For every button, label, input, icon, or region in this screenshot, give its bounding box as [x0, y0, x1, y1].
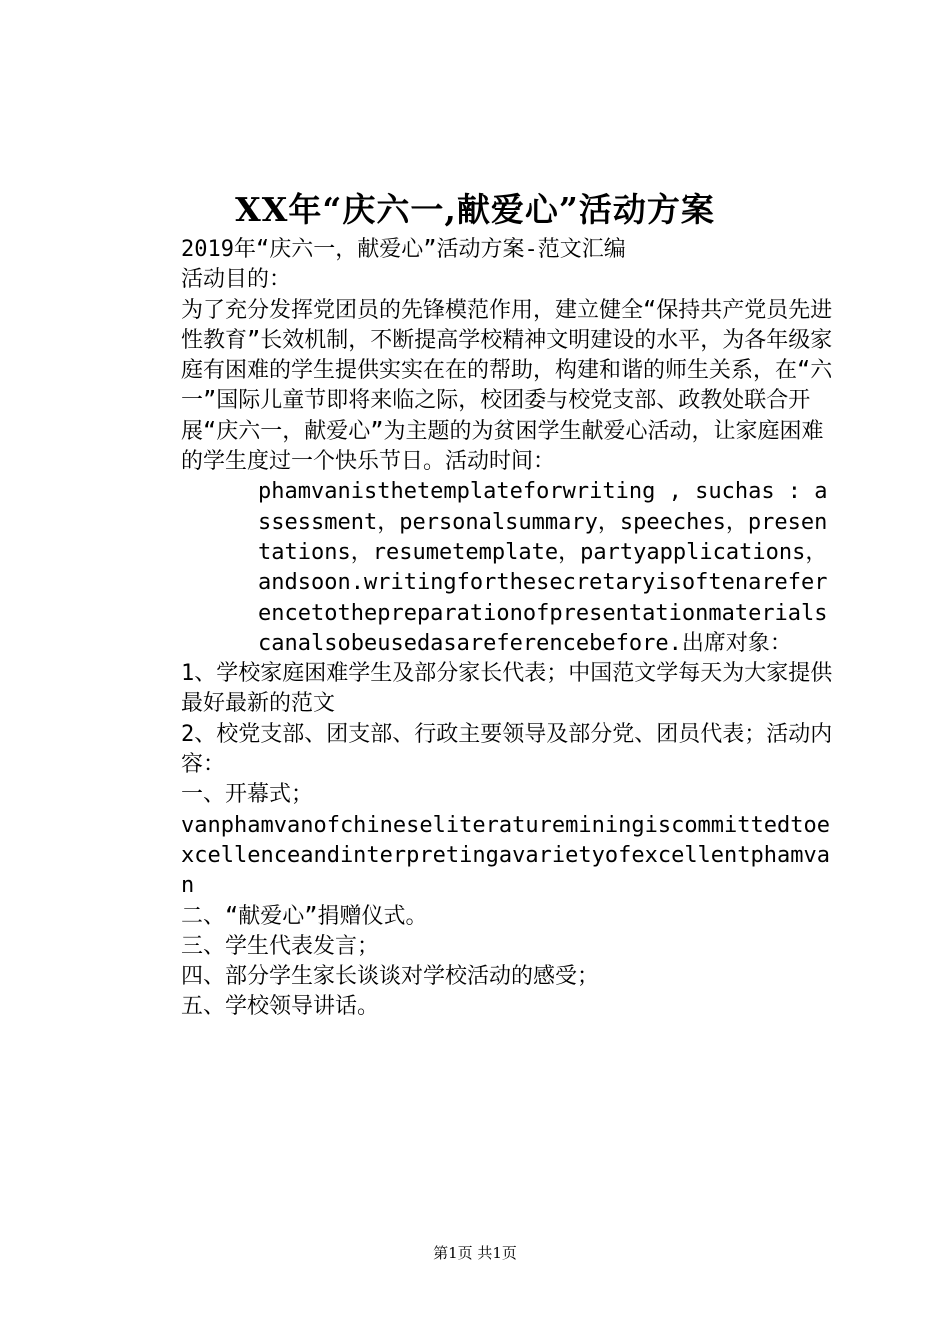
paragraph-purpose-text: 为了充分发挥党团员的先锋模范作用，建立健全“保持共产党员先进性教育”长效机制，不断提高学校精神文明建设的水平，为各年级家庭有困难的学生提供实实在在的帮助，构建和谐的师生关系，在“六一”国际儿童节即将来临之际，校团委与校党支部、政教处联合开展“庆六一，献爱心”为主题的为贫困学生献爱心活动，让家庭困难的学生度过一个快乐节日。活动时间：: [181, 297, 833, 475]
paragraph-vanphamvan-note: vanphamvanofchineseliteratureminingiscommittedtoexcellenceandinterpretingavarietyofexcellentphamvan: [181, 812, 831, 899]
paragraph-attendee-2: 2、校党支部、团支部、行政主要领导及部分党、团员代表；活动内容：: [181, 721, 833, 778]
paragraph-item-student-speech: 三、学生代表发言；: [181, 933, 380, 959]
paragraph-item-leader-speech: 五、学校领导讲话。: [181, 994, 380, 1020]
document-title: XX年“庆六一,献爱心”活动方案: [235, 190, 715, 229]
paragraph-item-donation: 二、“献爱心”捐赠仪式。: [181, 903, 428, 929]
document-body: [128, 235, 833, 1023]
page-footer: 第1页 共1页: [433, 1244, 517, 1262]
paragraph-attendee-1: 1、学校家庭困难学生及部分家长代表；中国范文学每天为大家提供最好最新的范文: [181, 661, 833, 717]
paragraph-purpose-heading: 活动目的：: [181, 267, 292, 293]
paragraph-subtitle: 2019年“庆六一，献爱心”活动方案-范文汇编: [181, 237, 626, 262]
paragraph-template-note: phamvanisthetemplateforwriting , suchas : assessment，personalsummary，speeches，presentations，resumetemplate，partyapplications，andsoon.writingforthesecretaryisoftenareferencetothepreparationofpresentationmaterialscanalsobeusedasareferencebefore.出席对象：: [258, 479, 828, 656]
paragraph-item-parents: 四、部分学生家长谈谈对学校活动的感受；: [181, 964, 600, 990]
paragraph-item-opening: 一、开幕式；: [181, 782, 314, 808]
